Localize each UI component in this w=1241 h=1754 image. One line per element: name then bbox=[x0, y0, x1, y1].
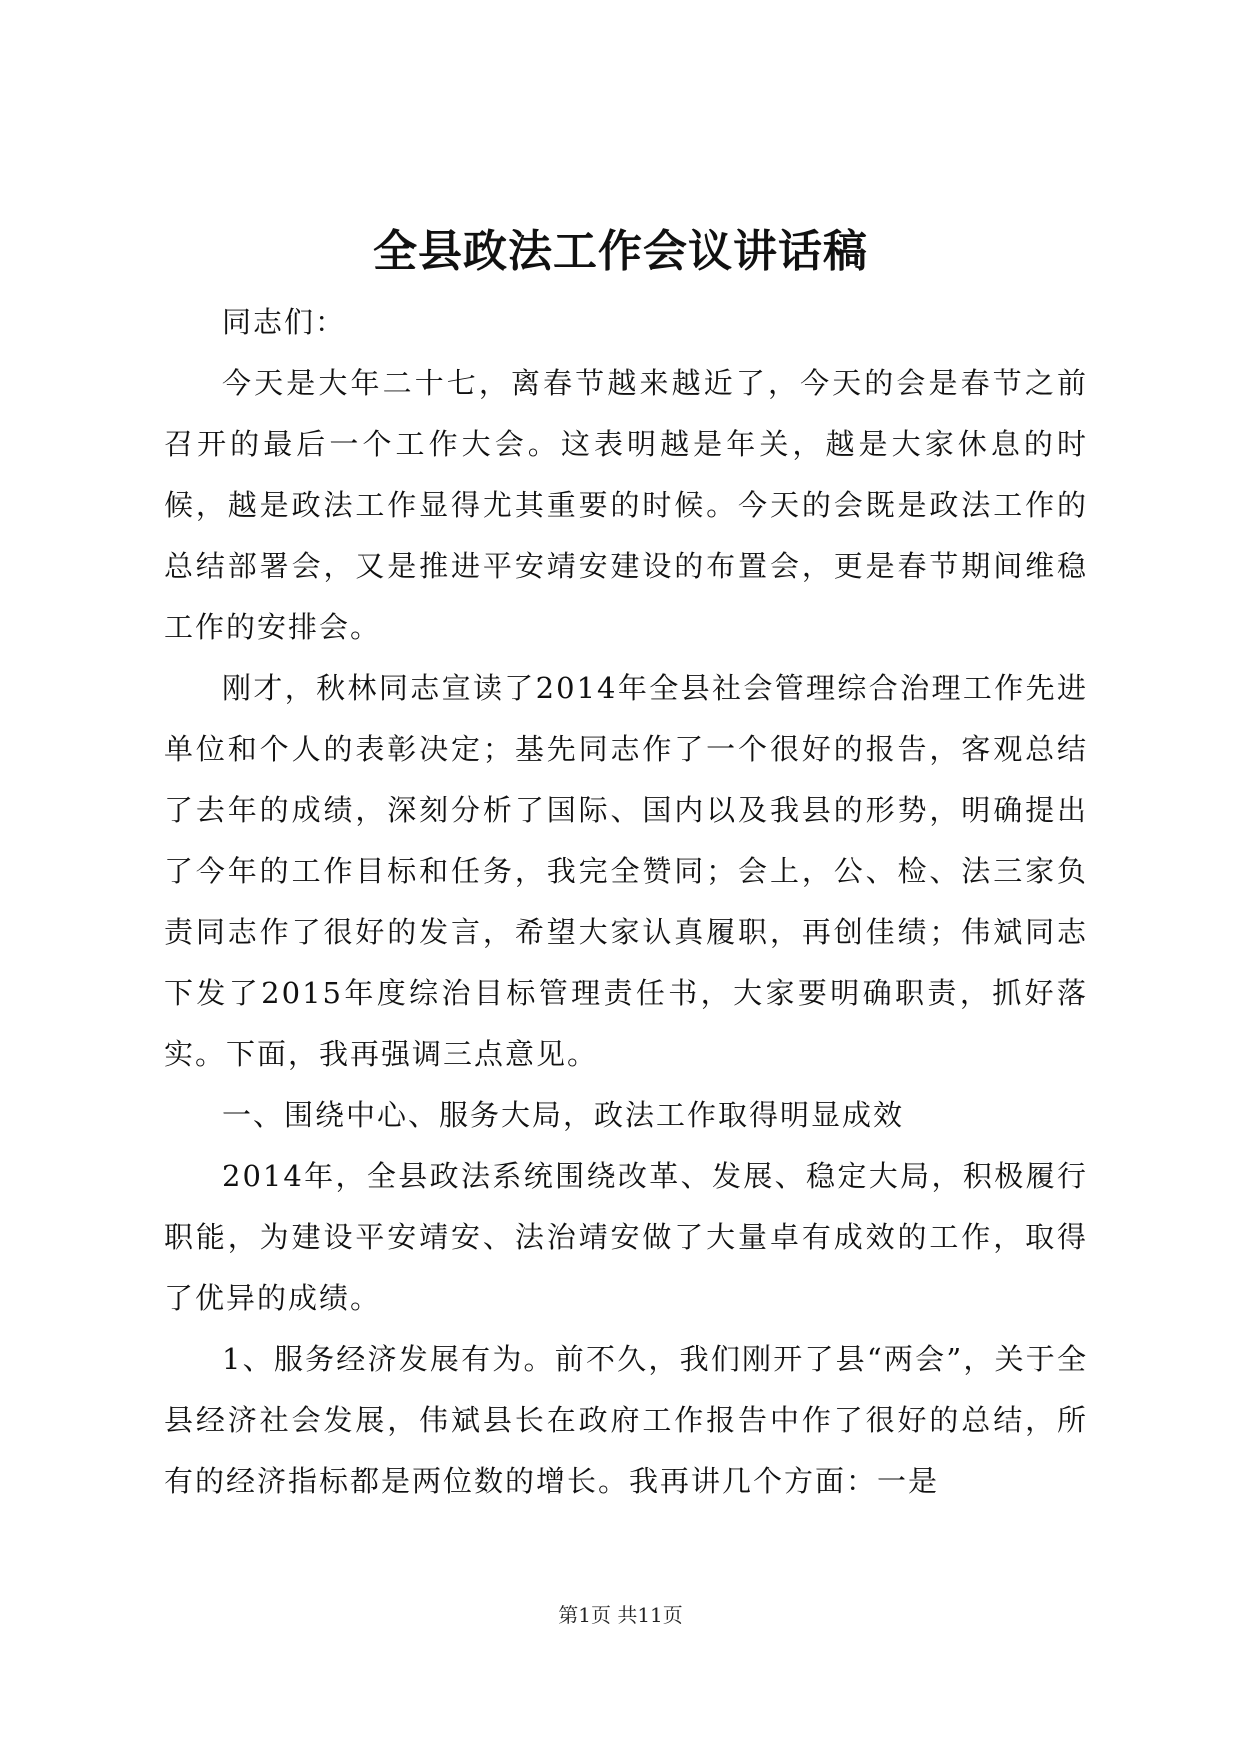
document-body bbox=[164, 292, 1088, 1512]
paragraph: 1、服务经济发展有为。前不久，我们刚开了县“两会”，关于全县经济社会发展，伟斌县长在政府工作报告中作了很好的总结，所有的经济指标都是两位数的增长。我再讲几个方面：一是 bbox=[164, 1342, 1088, 1498]
paragraph: 今天是大年二十七，离春节越来越近了，今天的会是春节之前召开的最后一个工作大会。这表明越是年关，越是大家休息的时候，越是政法工作显得尤其重要的时候。今天的会既是政法工作的总结部署会，又是推进平安靖安建设的布置会，更是春节期间维稳工作的安排会。 bbox=[164, 366, 1088, 644]
document-title: 全县政法工作会议讲话稿 bbox=[373, 226, 868, 277]
paragraph: 刚才，秋林同志宣读了2014年全县社会管理综合治理工作先进单位和个人的表彰决定；基先同志作了一个很好的报告，客观总结了去年的成绩，深刻分析了国际、国内以及我县的形势，明确提出了今年的工作目标和任务，我完全赞同；会上，公、检、法三家负责同志作了很好的发言，希望大家认真履职，再创佳绩；伟斌同志下发了2015年度综治目标管理责任书，大家要明确职责，抓好落实。下面，我再强调三点意见。 bbox=[164, 671, 1088, 1071]
paragraph: 2014年，全县政法系统围绕改革、发展、稳定大局，积极履行职能，为建设平安靖安、法治靖安做了大量卓有成效的工作，取得了优异的成绩。 bbox=[164, 1159, 1088, 1315]
page-footer: 第1页 共11页 bbox=[558, 1603, 683, 1627]
section-heading: 一、围绕中心、服务大局，政法工作取得明显成效 bbox=[222, 1098, 905, 1132]
salutation: 同志们： bbox=[222, 305, 347, 339]
